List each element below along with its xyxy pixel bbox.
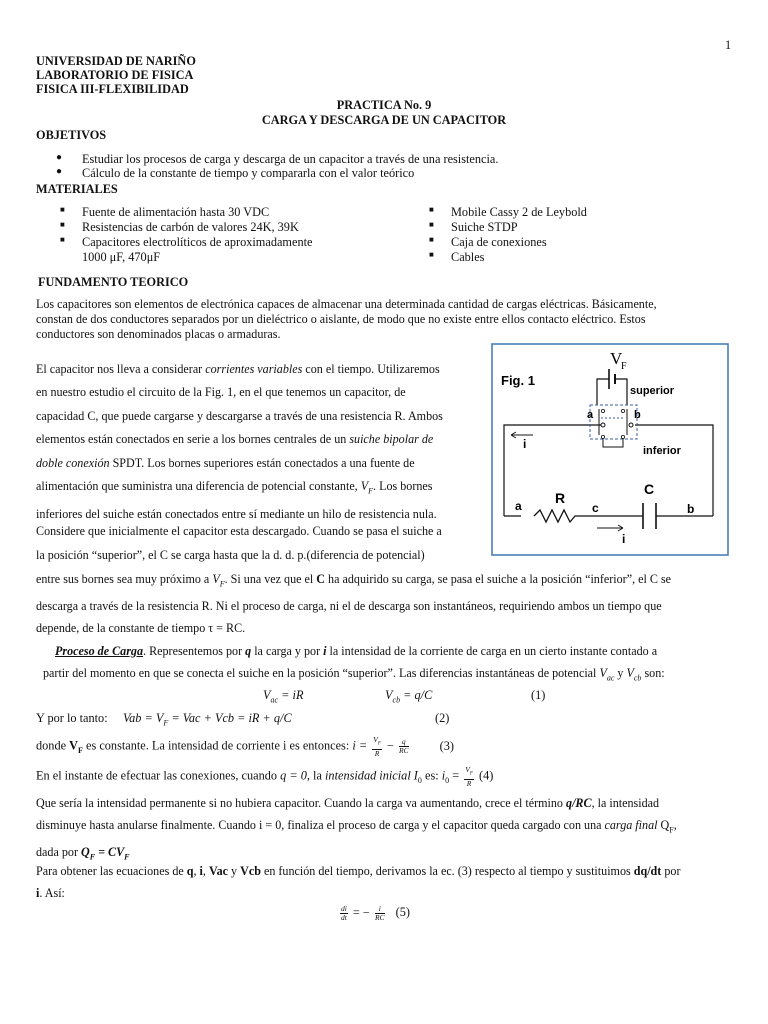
superior-label: superior (630, 385, 675, 397)
fraction-q-rc: $\frac{q}{RC}$ (398, 737, 409, 756)
theory-paragraph-3b: entre sus bornes sea muy próximo a $V_F$. Si una vez que el C ha adquirido su carga, se pasa el suiche a la posición “inferior”, el C se descarga a través de la resistencia R. Ni el proceso de carga, ni el de descarga son instantáneos, requiriendo ambos un tiempo que depende, de la constante de tiempo τ = RC. (36, 572, 672, 636)
node-a-top: a (587, 409, 594, 421)
fraction-di-dt: $\frac{di}{dt}$ (341, 904, 347, 922)
theory-paragraph-2: El capacitor nos lleva a considerar corrientes variables con el tiempo. Utilizaremos en nuestro estudio el circuito de la Fig. 1, en el que tenemos un capacitor, de capacidad C, que puede cargarse y descargarse a través de una resistencia R. Ambos elementos están conectados en serie a los bornes centrales de un suiche bipolar de doble conexión SPDT. Los bornes superiores están conectados a una fuente de alimentación que suministra una diferencia de potencial constante, $V_F$. Los bornes inferiores del suiche están conectados entre sí mediante un hilo de resistencia nula. (36, 362, 443, 521)
equation-2-number: (2) (435, 711, 450, 725)
material-item: ■ Resistencias de carbón de valores 24K, 39K (60, 220, 299, 234)
inferior-label: inferior (643, 445, 681, 457)
material-item: ■ Mobile Cassy 2 de Leybold (429, 205, 587, 219)
vf-label: V (610, 349, 623, 368)
fraction-vf-r: $\frac{V_F}{R}$ (373, 735, 381, 758)
figure-1 (491, 343, 729, 556)
practice-number: PRACTICA No. 9 (336, 98, 432, 112)
materials-heading: MATERIALES (36, 182, 118, 196)
material-item-cont: 1000 μF, 470μF (82, 250, 161, 264)
university-name: UNIVERSIDAD DE NARIÑO (36, 54, 196, 68)
lab-name: LABORATORIO DE FISICA (36, 68, 194, 82)
equation-1a: $V_{ac}$ = iR (263, 688, 304, 705)
fraction-vf-r-2: $\frac{V_F}{R}$ (465, 765, 473, 788)
equation-2: Vab = $V_F$ = Vac + Vcb = iR + q/C (123, 711, 292, 728)
figure-label: Fig. 1 (501, 373, 535, 388)
node-c: c (592, 501, 599, 515)
current-label-top: i (523, 437, 527, 451)
equation-3-line: donde $V_F$ es constante. La intensidad de corriente i es entonces: i = $\frac{V_F}{R}$ − $\frac{q}{RC}$ (3) (36, 735, 454, 758)
vf-subscript: F (621, 361, 627, 372)
capacitor-label: C (644, 481, 655, 497)
current-label-bottom: i (622, 532, 626, 546)
material-item: ■ Cables (429, 250, 485, 264)
node-b-bottom: b (687, 502, 695, 516)
page-number: 1 (725, 38, 732, 52)
node-b-top: b (634, 409, 641, 421)
resistor-label: R (555, 490, 566, 506)
objective-item: ● Cálculo de la constante de tiempo y compararla con el valor teórico (56, 166, 415, 180)
material-item: ■ Caja de conexiones (429, 235, 547, 249)
theory-heading: FUNDAMENTO TEORICO (38, 275, 189, 289)
equation-1b: $V_{cb} = q/C$ (385, 688, 433, 705)
course-name: FISICA III-FLEXIBILIDAD (36, 82, 189, 96)
objective-item: ● Estudiar los procesos de carga y descarga de un capacitor a través de una resistencia. (56, 152, 499, 166)
fraction-i-rc: $\frac{i}{RC}$ (374, 904, 385, 922)
material-item: ■ Fuente de alimentación hasta 30 VDC (60, 205, 270, 219)
node-a-bottom: a (515, 499, 522, 513)
theory-paragraph-1: Los capacitores son elementos de electrónica capaces de almacenar una determinada cantidad de cargas eléctricas. Básicamente, constan de dos conductores separados por un dieléctrico o aislante, de modo que no existe entre ellos contacto eléctrico. Estos conductores son denominados placas o armaduras. (36, 297, 657, 341)
charge-paragraph-2: Que sería la intensidad permanente si no hubiera capacitor. Cuando la carga va aumentando, crece el término q/RC, la intensidad disminuye hasta anularse finalmente. Cuando i = 0, finaliza el proceso de carga y el capacitor queda cargado con una carga final $Q_F$, dada por $Q_F = CV_F$ (36, 796, 677, 862)
practice-title: CARGA Y DESCARGA DE UN CAPACITOR (261, 113, 507, 127)
theory-paragraph-3a: Considere que inicialmente el capacitor esta descargado. Cuando se pasa el suiche a la posición “superior”, el C se carga hasta que la d. d. p.(diferencia de potencial) (36, 524, 442, 562)
charge-process-paragraph: Proceso de Carga. Representemos por q la carga y por i la intensidad de la corriente de carga en un cierto instante contado a partir del momento en que se conecta el suiche en la posición “superior”. Las diferencias instantáneas de potencial $V_{ac}$ y $V_{cb}$ son: (43, 644, 665, 683)
equation-4-line: En el instante de efectuar las conexiones, cuando q = 0, la intensidad inicial $I_0$ es: $i_0$ = $\frac{V_F}{R}$ (4) (36, 765, 494, 788)
equation-5: $\frac{di}{dt}$ = − $\frac{i}{RC}$ (5) (341, 904, 410, 922)
material-item: ■ Suiche STDP (429, 220, 518, 234)
objectives-heading: OBJETIVOS (36, 128, 107, 142)
equation-1-number: (1) (531, 688, 546, 702)
material-item: ■ Capacitores electrolíticos de aproximadamente (60, 235, 313, 249)
derivative-paragraph: Para obtener las ecuaciones de q, i, Vac y Vcb en función del tiempo, derivamos la ec. (3) respecto al tiempo y sustituimos dq/dt por i. Así: (36, 864, 681, 900)
equation-2-intro: Y por lo tanto: (36, 711, 108, 725)
